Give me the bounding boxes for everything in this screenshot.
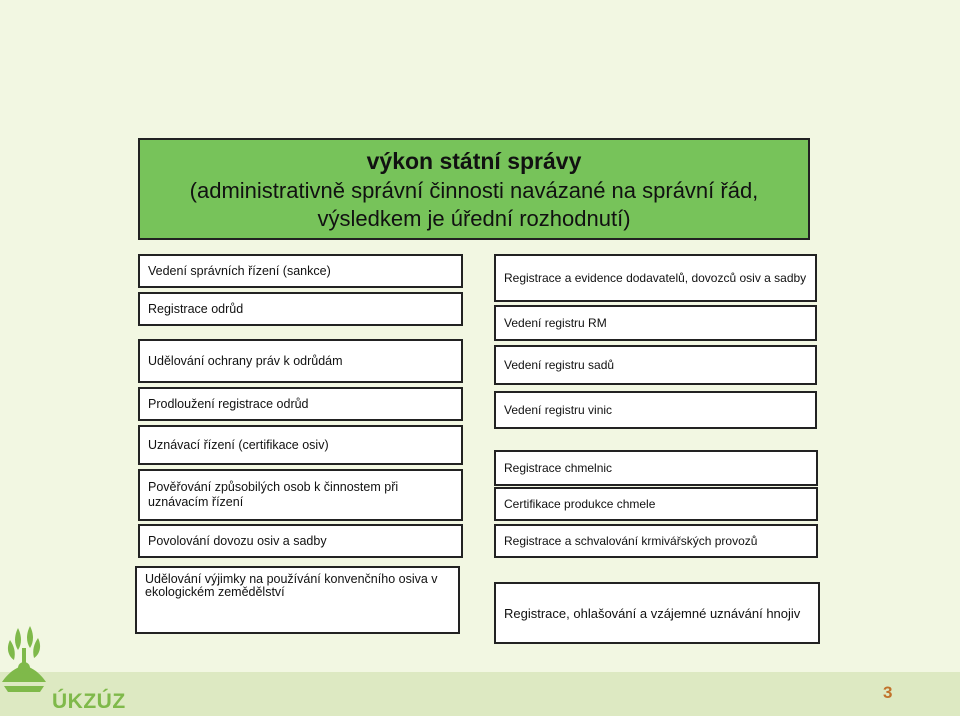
right-item-feed-registration: Registrace a schvalování krmivářských provozů xyxy=(494,524,818,558)
right-item-rm-register: Vedení registru RM xyxy=(494,305,817,341)
header-subtitle-line2: výsledkem je úřední rozhodnutí) xyxy=(317,206,631,231)
right-item-vineyard-register: Vedení registru vinic xyxy=(494,391,817,429)
right-item-hop-registration: Registrace chmelnic xyxy=(494,450,818,486)
left-item-variety-rights: Udělování ochrany práv k odrůdám xyxy=(138,339,463,383)
left-item-import-permits: Povolování dovozu osiv a sadby xyxy=(138,524,463,558)
header-subtitle-line1: (administrativně správní činnosti navázané na správní řád, xyxy=(189,178,759,203)
right-item-hop-certification: Certifikace produkce chmele xyxy=(494,487,818,521)
right-item-supplier-registration: Registrace a evidence dodavatelů, dovozců osiv a sadby xyxy=(494,254,817,302)
header-box xyxy=(138,138,810,240)
logo-text: ÚKZÚZ xyxy=(52,690,126,713)
left-item-variety-registration: Registrace odrůd xyxy=(138,292,463,326)
right-item-orchard-register: Vedení registru sadů xyxy=(494,345,817,385)
left-item-authorization: Pověřování způsobilých osob k činnostem při uznávacím řízení xyxy=(138,469,463,521)
page-number: 3 xyxy=(883,683,893,702)
right-item-fertilizer-registration: Registrace, ohlašování a vzájemné uznávání hnojiv xyxy=(494,582,820,644)
left-item-certification: Uznávací řízení (certifikace osiv) xyxy=(138,425,463,465)
footer-band xyxy=(0,672,960,716)
header-title: výkon státní správy xyxy=(366,148,582,174)
left-item-organic-exemption: Udělování výjimky na používání konvenčního osiva v ekologickém zemědělství xyxy=(135,566,460,634)
left-item-sanctions: Vedení správních řízení (sankce) xyxy=(138,254,463,288)
left-item-registration-extension: Prodloužení registrace odrůd xyxy=(138,387,463,421)
